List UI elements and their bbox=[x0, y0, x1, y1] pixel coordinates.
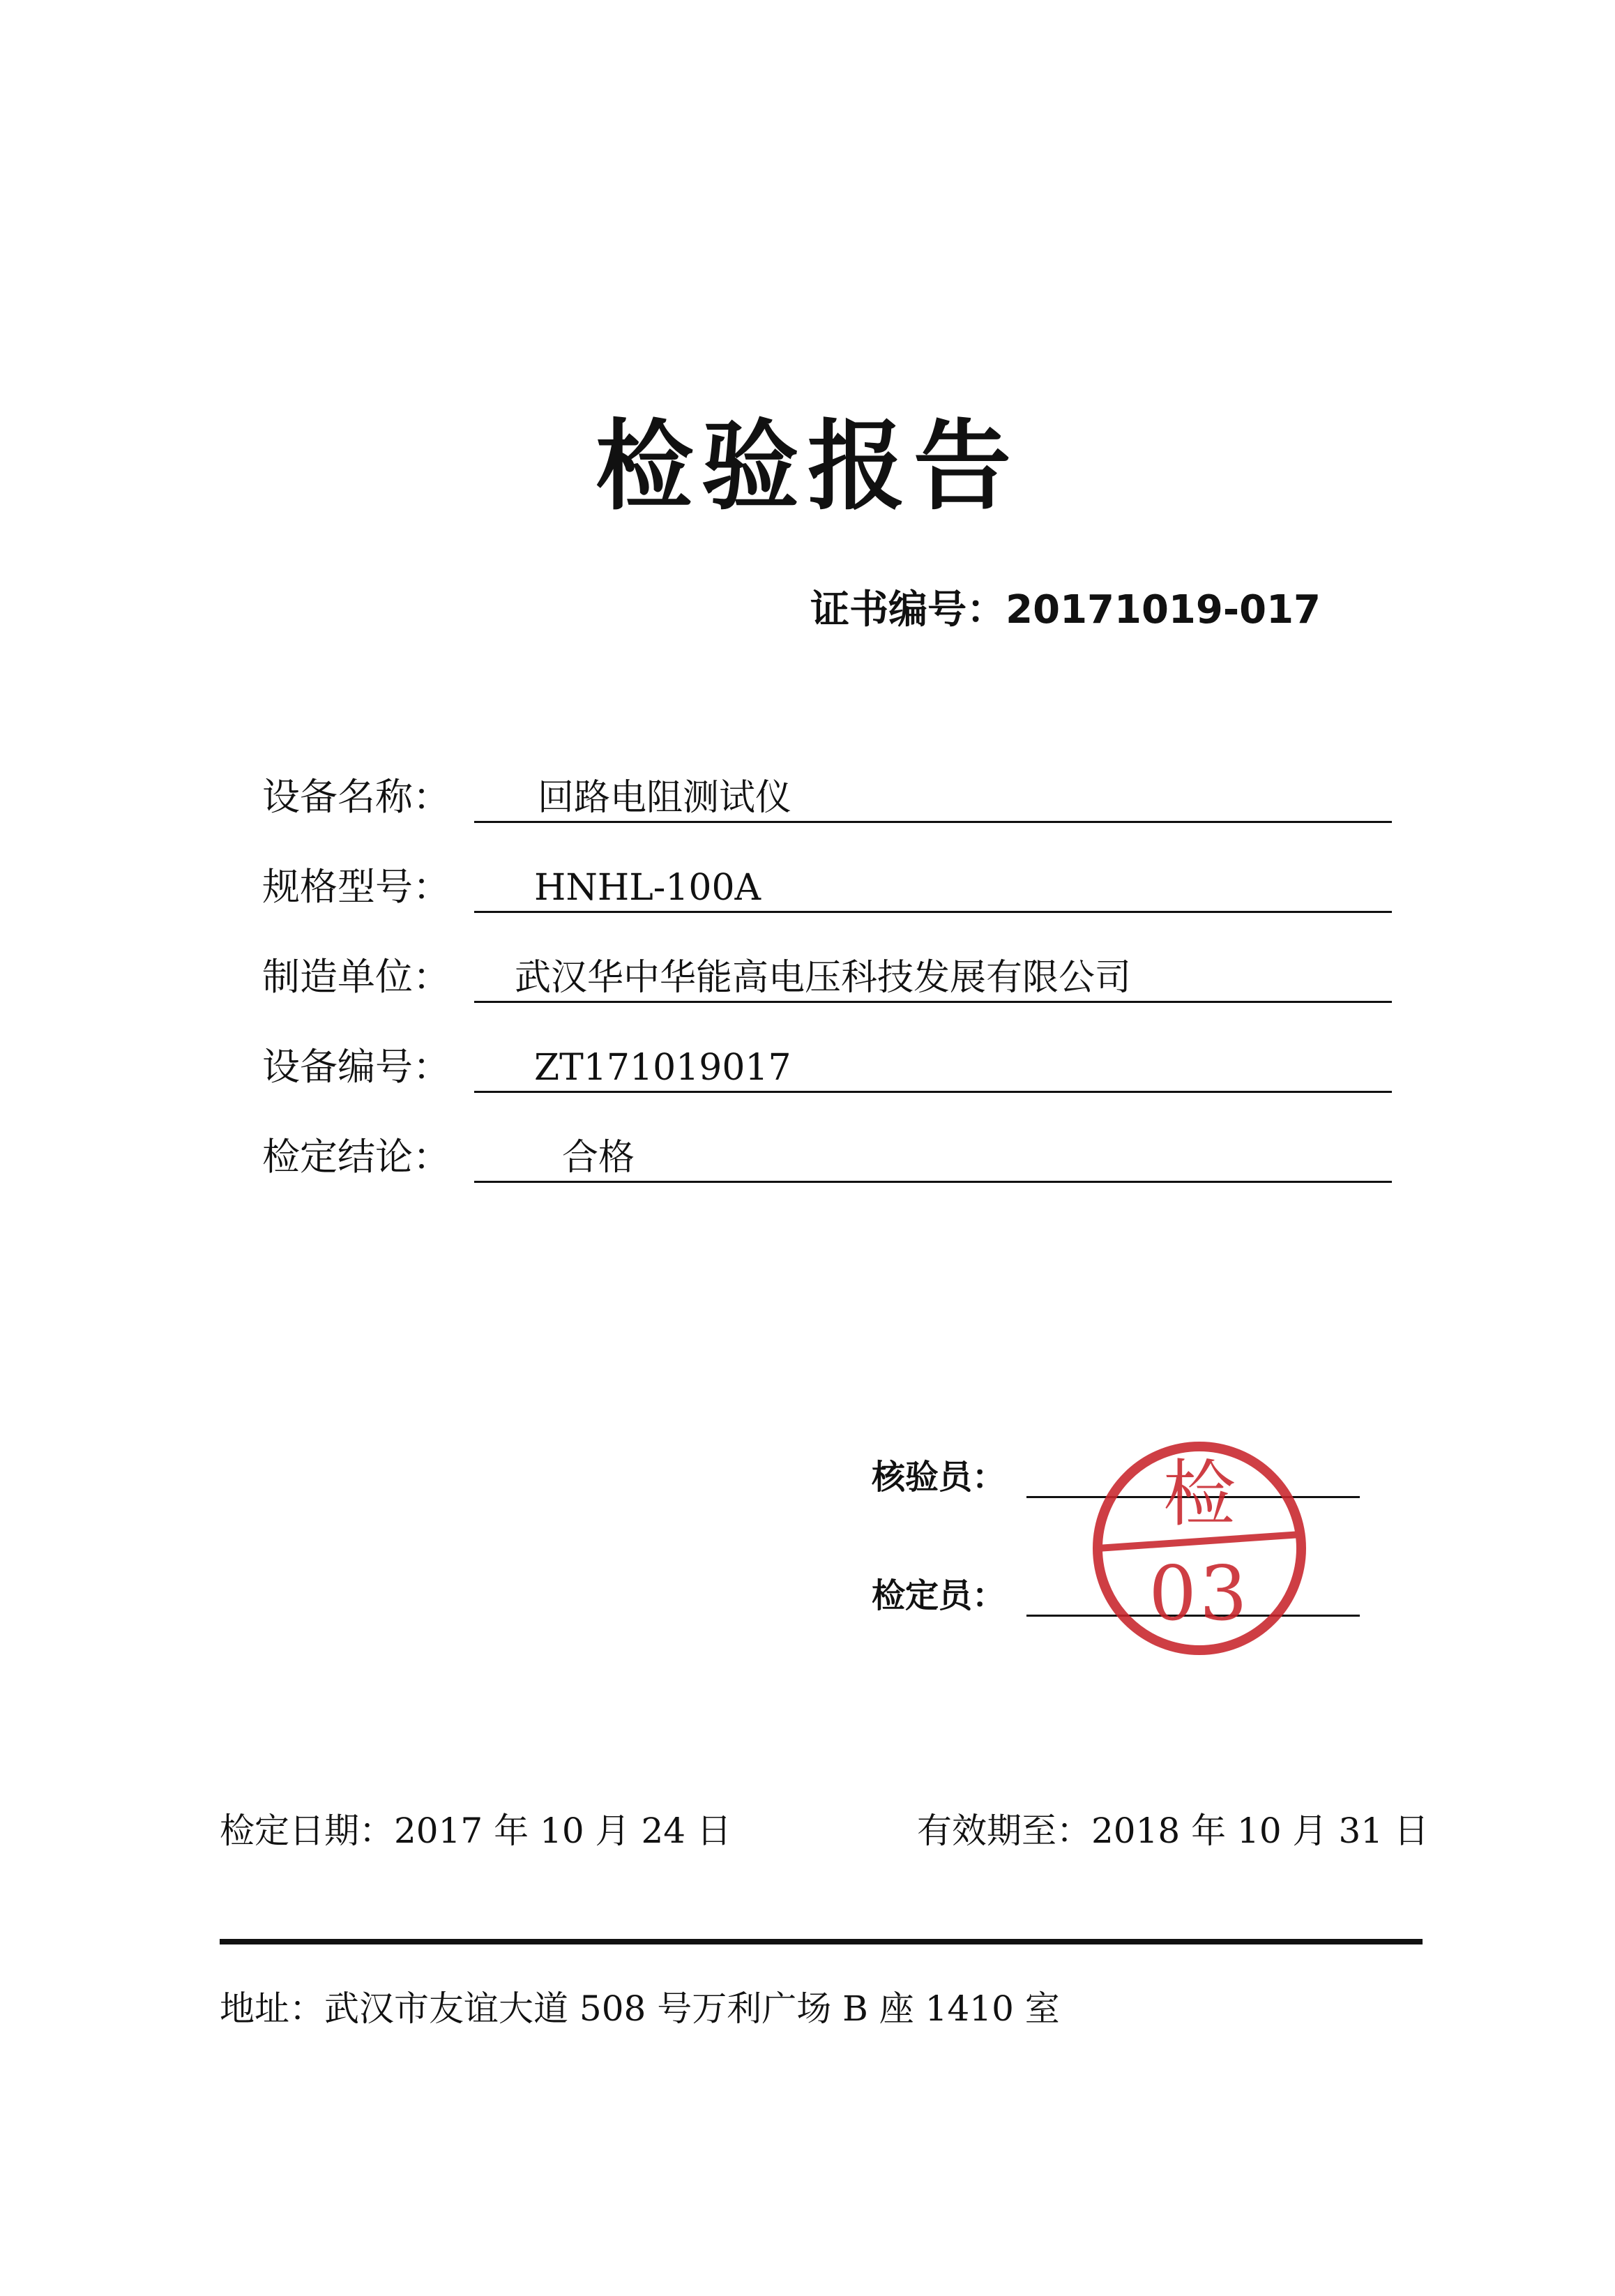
checker-label: 核验员： bbox=[872, 1458, 1006, 1497]
verification-date bbox=[220, 1799, 750, 1862]
certificate-number bbox=[810, 579, 1321, 635]
model-label: 规格型号： bbox=[262, 865, 450, 909]
device-name-label: 设备名称： bbox=[262, 775, 450, 819]
certificate-label: 证书编号： bbox=[810, 587, 1006, 633]
conclusion-label: 检定结论： bbox=[262, 1135, 450, 1179]
seal-divider bbox=[1098, 1534, 1301, 1548]
verification-date-label: 检定日期： bbox=[220, 1811, 394, 1851]
conclusion-underline bbox=[474, 1181, 1392, 1183]
conclusion-value: 合格 bbox=[562, 1137, 635, 1179]
field-row-model bbox=[262, 843, 1392, 913]
field-row-device-name bbox=[262, 753, 1392, 823]
manufacturer-value: 武汉华中华能高电压科技发展有限公司 bbox=[515, 957, 1132, 999]
device-name-underline bbox=[474, 821, 1392, 823]
certificate-value: 20171019-017 bbox=[1006, 587, 1321, 633]
valid-until-label: 有效期至： bbox=[917, 1811, 1091, 1851]
inspection-seal bbox=[1088, 1437, 1311, 1660]
manufacturer-underline bbox=[474, 1001, 1392, 1003]
model-underline bbox=[474, 911, 1392, 913]
seal-character: 检 bbox=[1162, 1451, 1236, 1536]
verification-date-value: 2017 年 10 月 24 日 bbox=[394, 1811, 731, 1851]
footer-divider bbox=[220, 1939, 1423, 1944]
seal-number: 03 bbox=[1148, 1550, 1250, 1638]
verifier-label: 检定员： bbox=[872, 1576, 1006, 1615]
serial-value: ZT171019017 bbox=[534, 1047, 791, 1089]
device-name-value: 回路电阻测试仪 bbox=[538, 777, 792, 819]
address: 地址：武汉市友谊大道 508 号万利广场 B 座 1410 室 bbox=[220, 1988, 1060, 2029]
manufacturer-label: 制造单位： bbox=[262, 955, 450, 999]
valid-until-value: 2018 年 10 月 31 日 bbox=[1091, 1811, 1429, 1851]
serial-label: 设备编号： bbox=[262, 1045, 450, 1089]
field-row-serial bbox=[262, 1023, 1392, 1093]
serial-underline bbox=[474, 1091, 1392, 1093]
model-value: HNHL-100A bbox=[534, 867, 761, 909]
report-title: 检验报告 bbox=[595, 410, 1019, 524]
field-row-manufacturer bbox=[262, 933, 1392, 1003]
field-row-conclusion bbox=[262, 1113, 1392, 1183]
valid-until-date bbox=[917, 1799, 1429, 1862]
